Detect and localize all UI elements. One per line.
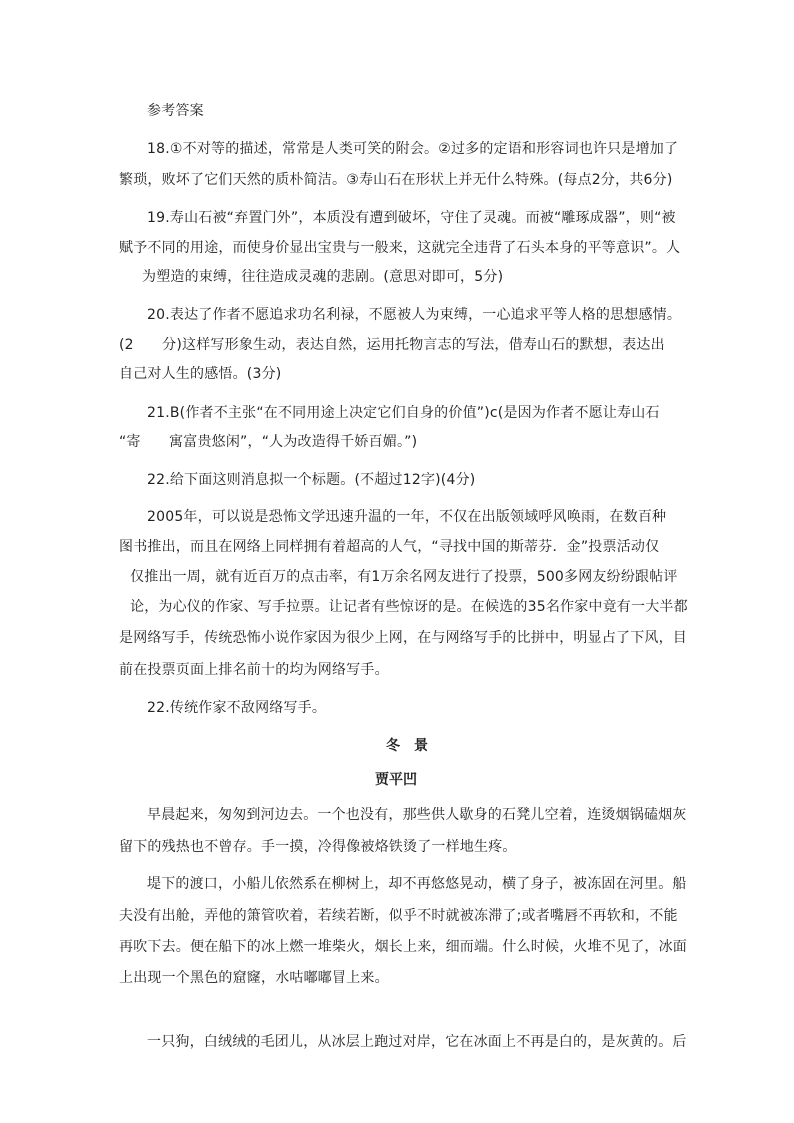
q19-line-1: 19.寿山石被“弃置门外”，本质没有遭到破坏，守住了灵魂。而被“雕琢成器”，则“被 (147, 210, 676, 226)
news-line-5: 是网络写手，传统恐怖小说作家因为很少上网，在与网络写手的比拼中，明显占了下风，目 (119, 630, 687, 646)
essay-p2-line-1: 堤下的渡口，小船儿依然系在柳树上，却不再悠悠晃动，横了身子，被冻固在河里。船 (147, 876, 687, 892)
q19-line-3: 为塑造的束缚，往往造成灵魂的悲剧。(意思对即可，5分) (142, 269, 504, 285)
q18-line-1: 18.①不对等的描述，常常是人类可笑的附会。②过多的定语和形容词也许只是增加了 (147, 141, 679, 157)
news-line-6: 前在投票页面上排名前十的均为网络写手。 (119, 662, 389, 678)
essay-p2-line-4: 上出现一个黑色的窟窿，水咕嘟嘟冒上来。 (119, 970, 389, 986)
essay-title: 冬 景 (386, 738, 428, 754)
q22-prompt: 22.给下面这则消息拟一个标题。(不超过12字)(4分) (147, 472, 476, 488)
news-line-2: 图书推出，而且在网络上同样拥有着超高的人气，“寻找中国的斯蒂芬．金”投票活动仅 (119, 539, 660, 555)
essay-p2-line-3: 再吹下去。便在船下的冰上燃一堆柴火，烟长上来，细而端。什么时候，火堆不见了，冰面 (119, 939, 687, 955)
essay-p2-line-2: 夫没有出舱，弄他的箫管吹着，若续若断，似乎不时就被冻滞了;或者嘴唇不再软和，不能 (119, 908, 678, 924)
essay-author: 贾平凹 (375, 772, 417, 788)
q20-line-1: 20.表达了作者不愿追求功名利禄，不愿被人为束缚，一心追求平等人格的思想感情。 (147, 307, 682, 323)
essay-p1-line-2: 留下的残热也不曾存。手一摸，冷得像被烙铁烫了一样地生疼。 (119, 839, 517, 855)
news-line-3: 仅推出一周，就有近百万的点击率，有1万余名网友进行了投票，500多网友纷纷跟帖评 (130, 569, 678, 585)
q18-line-2: 繁琐，败坏了它们天然的质朴简洁。③寿山石在形状上并无什么特殊。(每点2分，共6分) (119, 172, 673, 188)
q19-line-2: 赋予不同的用途，而使身价显出宝贵与一般来，这就完全违背了石头本身的平等意识”。人 (119, 240, 681, 256)
answer-heading: 参考答案 (147, 103, 204, 119)
news-line-1: 2005年，可以说是恐怖文学迅速升温的一年，不仅在出版领域呼风唤雨，在数百种 (147, 509, 667, 525)
q21-line-1: 21.B(作者不主张“在不同用途上决定它们自身的价值”)c(是因为作者不愿让寿山石 (147, 405, 660, 421)
q21-line-2: “寄 寓富贵悠闲”，“人为改造得千娇百媚。”) (119, 434, 418, 450)
news-line-4: 论，为心仪的作家、写手拉票。让记者有些惊讶的是。在候选的35名作家中竟有一大半都 (130, 599, 688, 615)
essay-p3-line-1: 一只狗，白绒绒的毛团儿，从冰层上跑过对岸，它在冰面上不再是白的，是灰黄的。后 (147, 1034, 687, 1050)
essay-p1-line-1: 早晨起来，匆匆到河边去。一个也没有，那些供人歇身的石凳儿空着，连烫烟锅磕烟灰 (147, 807, 687, 823)
q22-answer: 22.传统作家不敌网络写手。 (147, 700, 327, 716)
q20-line-3: 自己对人生的感悟。(3分) (119, 366, 282, 382)
q20-line-2: (2 分)这样写形象生动，表达自然，运用托物言志的写法，借寿山石的默想，表达出 (119, 337, 665, 353)
